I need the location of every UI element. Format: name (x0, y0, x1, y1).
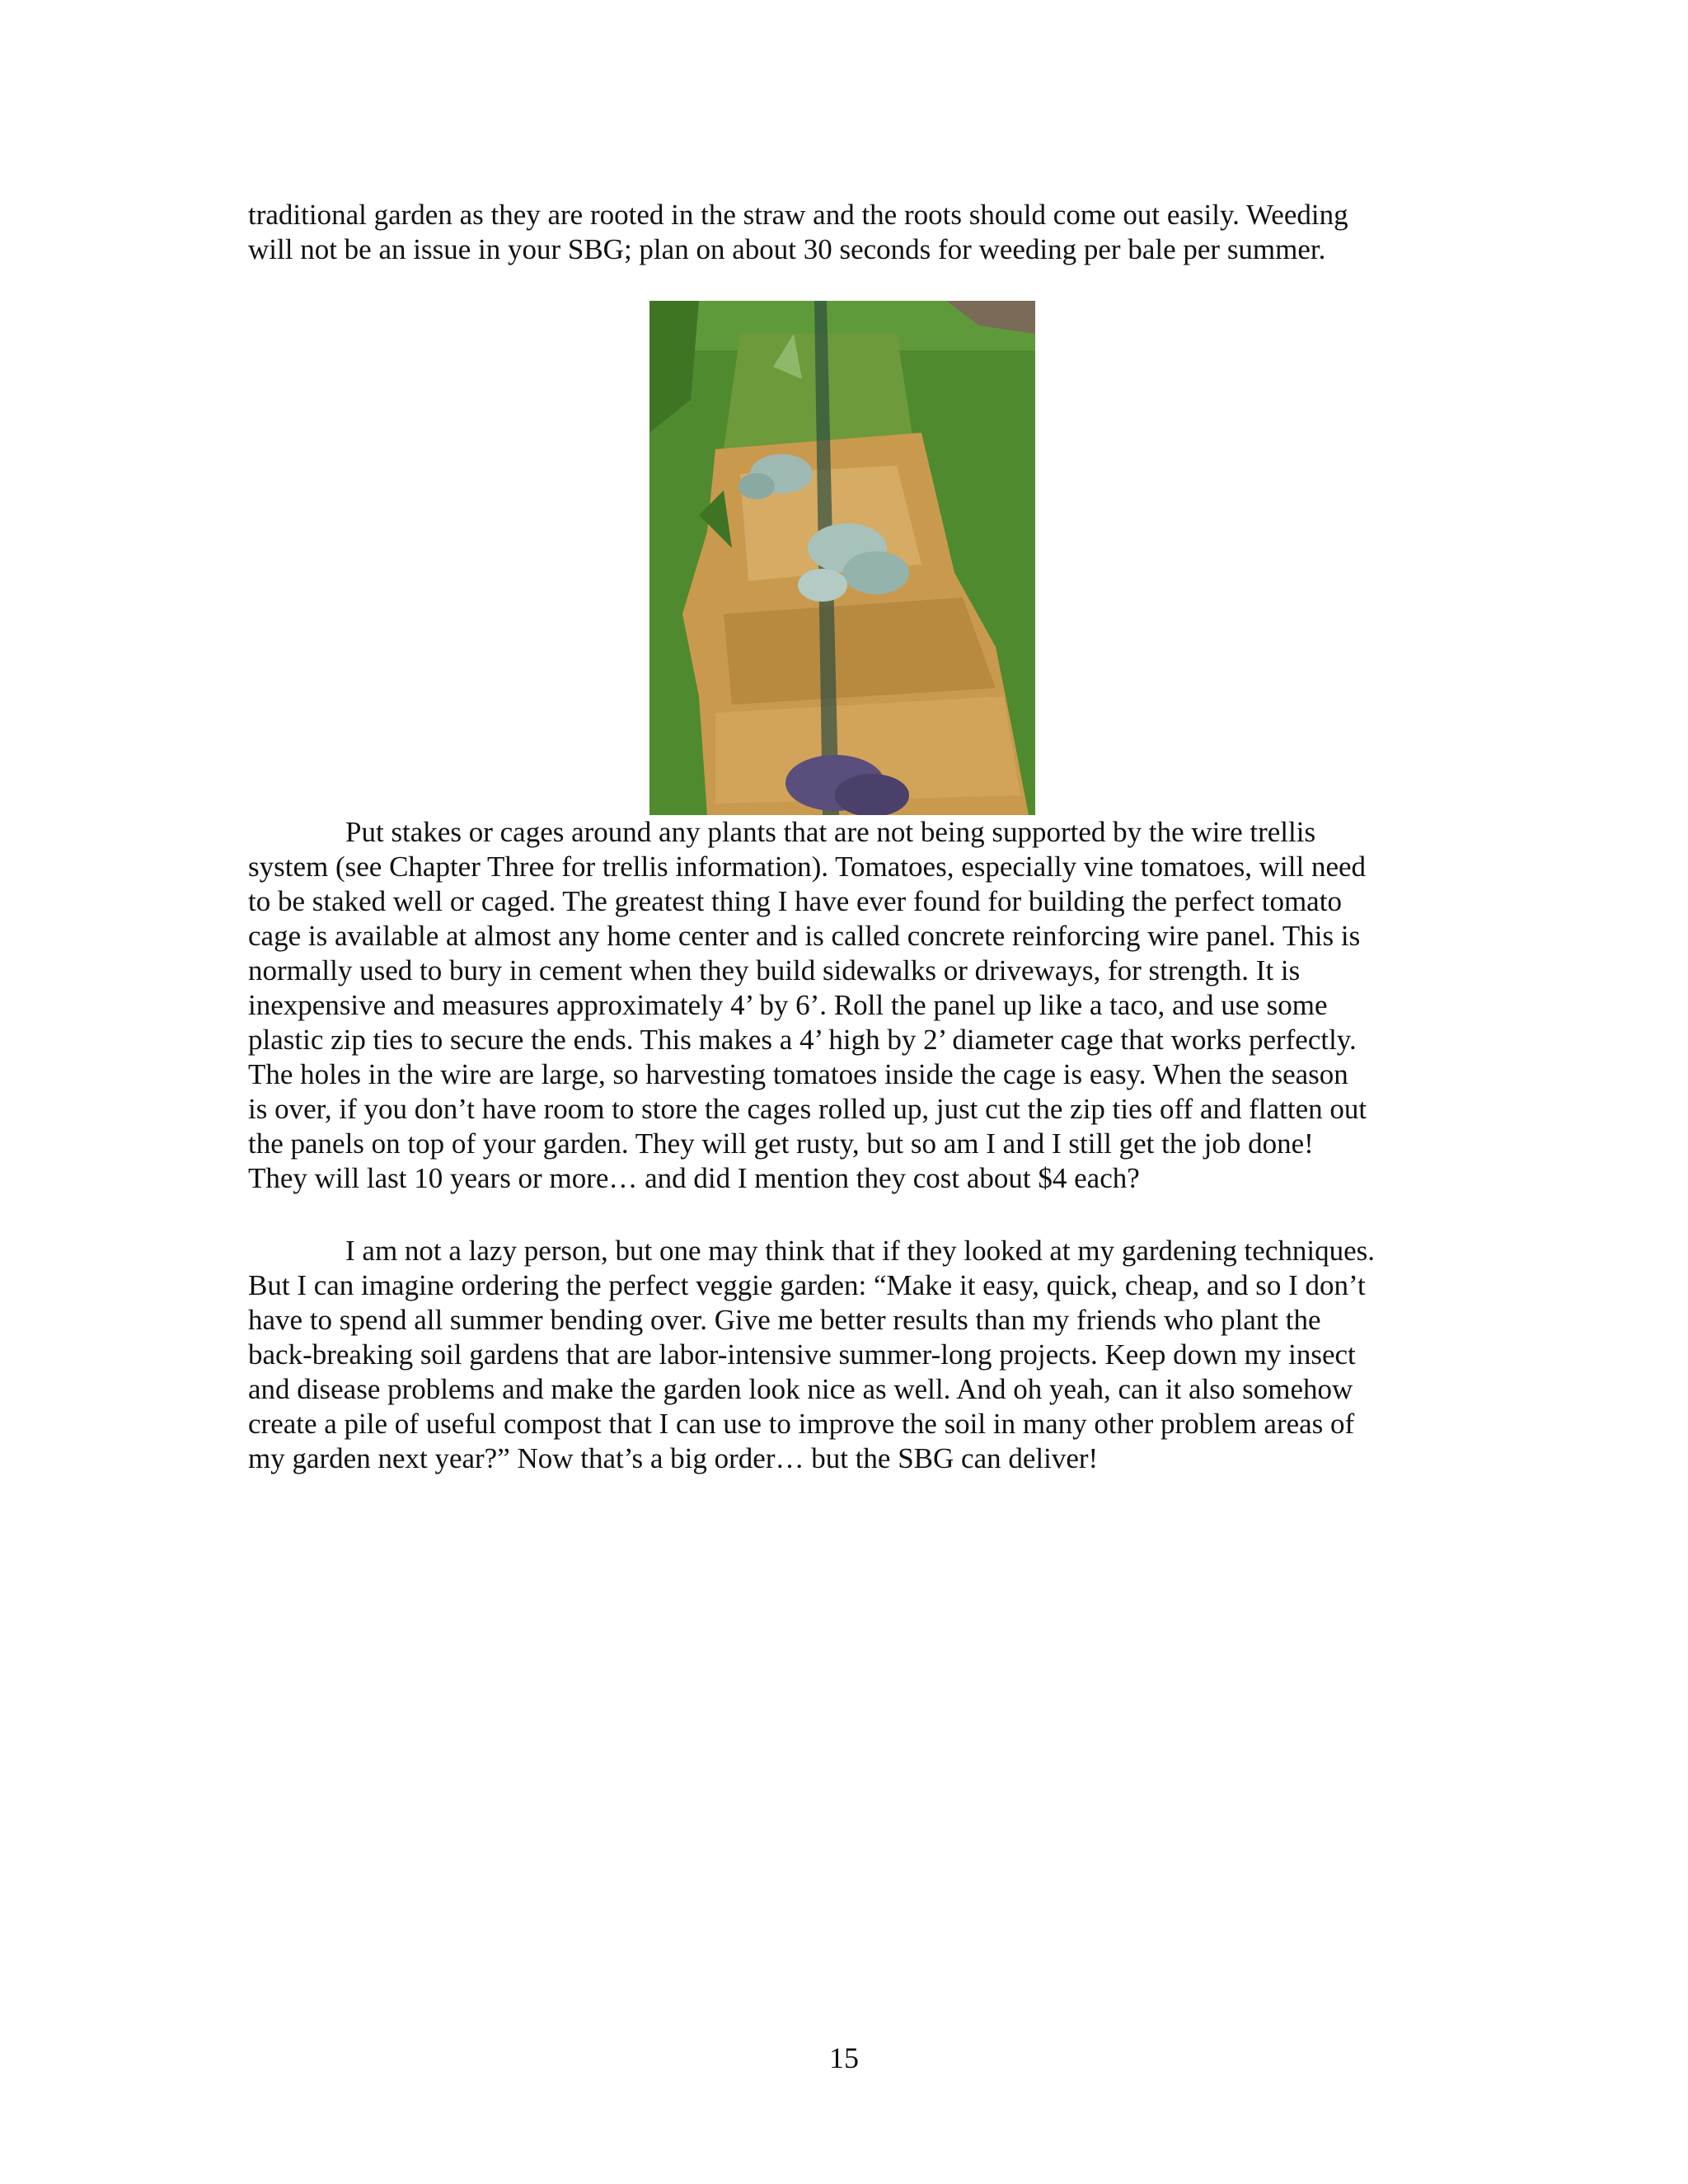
text-line: have to spend all summer bending over. Give me better results than my friends who plant the (248, 1304, 1321, 1336)
text-line: normally used to bury in cement when they build sidewalks or driveways, for strength. It is (248, 954, 1301, 987)
text-line: traditional garden as they are rooted in the straw and the roots should come out easily. Weeding (248, 199, 1348, 231)
text-line: is over, if you don’t have room to store the cages rolled up, just cut the zip ties off and flatten out (248, 1093, 1367, 1125)
text-line: system (see Chapter Three for trellis information). Tomatoes, especially vine tomatoes, will need (248, 851, 1367, 883)
text-line: create a pile of useful compost that I can use to improve the soil in many other problem areas of (248, 1408, 1355, 1440)
text-line: and disease problems and make the garden look nice as well. And oh yeah, can it also somehow (248, 1373, 1353, 1405)
straw-bale-garden-photo (649, 301, 1035, 815)
text-line: They will last 10 years or more… and did I mention they cost about $4 each? (248, 1162, 1140, 1194)
page-number: 15 (829, 2041, 859, 2074)
paragraph-lazy-person (248, 1234, 1451, 1476)
text-line: plastic zip ties to secure the ends. This makes a 4’ high by 2’ diameter cage that works perfectly. (248, 1024, 1357, 1056)
text-line: the panels on top of your garden. They will get rusty, but so am I and I still get the job done! (248, 1127, 1314, 1160)
paragraph-stakes-cages (248, 815, 1451, 1196)
text-line: The holes in the wire are large, so harvesting tomatoes inside the cage is easy. When the season (248, 1058, 1348, 1090)
text-line: I am not a lazy person, but one may think that if they looked at my gardening techniques. (345, 1235, 1375, 1267)
text-line: to be staked well or caged. The greatest thing I have ever found for building the perfect tomato (248, 885, 1342, 917)
paragraph-weeding (248, 198, 1451, 267)
text-line: cage is available at almost any home center and is called concrete reinforcing wire panel. This is (248, 920, 1361, 952)
text-line: But I can imagine ordering the perfect veggie garden: “Make it easy, quick, cheap, and so I don’t (248, 1269, 1366, 1301)
text-line: Put stakes or cages around any plants that are not being supported by the wire trellis (345, 816, 1316, 848)
text-line: back-breaking soil gardens that are labor-intensive summer-long projects. Keep down my insect (248, 1338, 1356, 1371)
text-line: my garden next year?” Now that’s a big order… but the SBG can deliver! (248, 1442, 1099, 1474)
text-line: will not be an issue in your SBG; plan on about 30 seconds for weeding per bale per summer. (248, 233, 1326, 265)
text-line: inexpensive and measures approximately 4’ by 6’. Roll the panel up like a taco, and use some (248, 989, 1328, 1021)
